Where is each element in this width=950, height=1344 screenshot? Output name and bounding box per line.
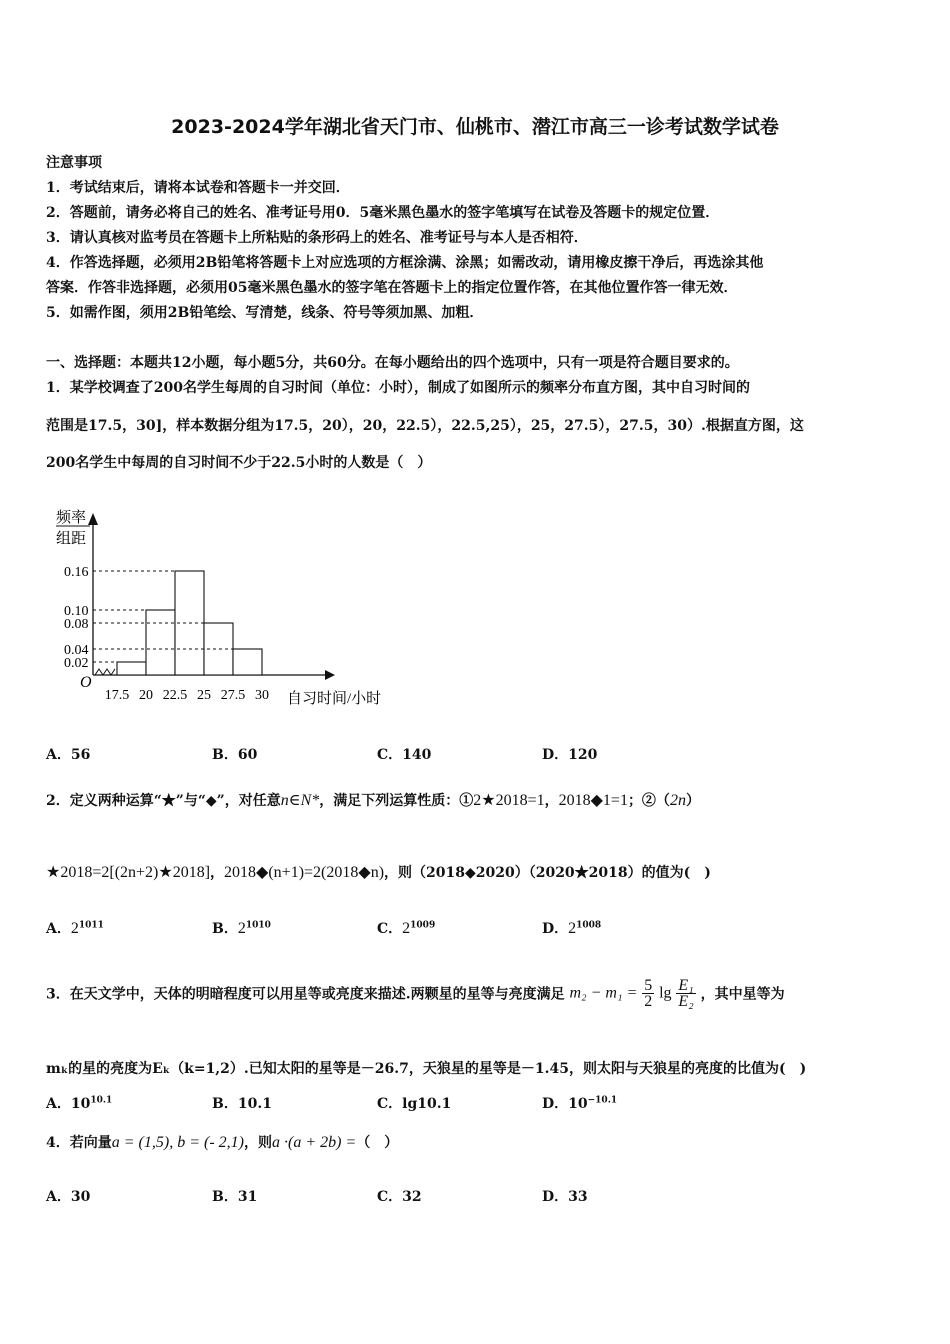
q4-line <box>46 1132 398 1152</box>
notice-item: 3．请认真核对监考员在答题卡上所粘贴的条形码上的姓名、准考证号与本人是否相符． <box>46 230 588 246</box>
notice-item: 1．考试结束后，请将本试卷和答题卡一并交回． <box>46 180 350 196</box>
q1-option-a[interactable]: A．56 <box>46 747 91 763</box>
q4-text: （ ） <box>356 1135 399 1151</box>
q1-line: 1．某学校调查了200名学生每周的自习时间（单位：小时），制成了如图所示的频率分布直方图，其中自习时间的 <box>46 380 750 396</box>
origin-label: O <box>80 674 92 691</box>
y-tick-label: 0.08 <box>64 617 89 632</box>
y-tick-label: 0.10 <box>64 604 89 619</box>
y-tick-label: 0.16 <box>64 565 89 580</box>
x-tick-label: 30 <box>255 688 269 703</box>
q2-option-c[interactable]: C．$2^{1009}$ <box>377 920 436 937</box>
q4-option-c[interactable]: C．32 <box>377 1189 422 1205</box>
x-axis-label: 自习时间/小时 <box>287 691 382 707</box>
q2-text: ，满足下列运算性质：① <box>319 793 474 809</box>
q2-option-b[interactable]: B．$2^{1010}$ <box>212 920 271 937</box>
q3-text: ，其中星等为 <box>700 986 785 1003</box>
q1-option-c[interactable]: C．140 <box>377 747 432 763</box>
x-tick-label: 25 <box>197 688 211 703</box>
q2-text: 2018◆2020）（2020★2018）的值为( ) <box>426 865 711 881</box>
q1-option-d[interactable]: D．120 <box>542 747 598 763</box>
q2-condition: n∈N* <box>280 792 320 809</box>
y-axis-arrow <box>88 513 98 525</box>
exam-title: 2023-2024学年湖北省天门市、仙桃市、潜江市高三一诊考试数学试卷 <box>171 116 779 138</box>
section-heading: 一、选择题：本题共12小题，每小题5分，共60分。在每小题给出的四个选项中，只有一项是符合题目要求的。 <box>46 355 739 371</box>
q2-formula: ★2018=2[(2n+2)★2018] <box>46 864 211 881</box>
x-tick-label: 22.5 <box>162 688 188 703</box>
notice-heading: 注意事项 <box>46 155 102 171</box>
q2-formula: 2★2018=1 <box>473 792 545 809</box>
q2-text: ；②（ <box>627 793 670 809</box>
q2-text: ） <box>685 793 700 809</box>
q3-line-1: 3．在天文学中，天体的明暗程度可以用星等或亮度来描述.两颗星的星等与亮度满足 m₂ − m₁ = $\frac{5}{2}$ lg $\frac{\text{E₁}}{\text{E₂}}$ ，其中星等为 <box>46 977 785 1010</box>
q1-line: 200名学生中每周的自习时间不少于22.5小时的人数是（ ） <box>46 455 432 471</box>
y-axis-label-top: 频率 <box>56 510 87 526</box>
q4-option-a[interactable]: A．30 <box>46 1189 91 1205</box>
q2-line-2: ★2018=2[(2n+2)★2018]，2018◆(n+1)=2(2018◆n)，则（2018◆2020）（2020★2018）的值为( ) <box>46 864 711 881</box>
x-tick-label: 17.5 <box>104 688 130 703</box>
q4-text: 4．若向量 <box>46 1135 112 1151</box>
q3-text: 3．在天文学中，天体的明暗程度可以用星等或亮度来描述.两颗星的星等与亮度满足 <box>46 986 565 1003</box>
q3-option-a[interactable]: A．$10^{10.1}$ <box>46 1095 113 1112</box>
q4-text: ，则 <box>243 1135 272 1151</box>
y-tick-label: 0.02 <box>64 656 89 671</box>
histogram-bar <box>233 649 262 675</box>
q3-option-d[interactable]: D．$10^{-10.1}$ <box>542 1095 618 1112</box>
histogram-bar <box>117 662 146 675</box>
notice-item: 答案．作答非选择题，必须用05毫米黑色墨水的签字笔在答题卡上的指定位置作答，在其他位置作答一律无效． <box>46 280 738 296</box>
q2-formula: 2018◆(n+1)=2(2018◆n) <box>224 864 385 881</box>
x-tick-label: 27.5 <box>220 688 246 703</box>
notice-item: 2．答题前，请务必将自己的姓名、准考证号用0．5毫米黑色墨水的签字笔填写在试卷及答题卡的规定位置． <box>46 205 720 221</box>
q4-option-b[interactable]: B．31 <box>212 1189 258 1205</box>
q2-option-d[interactable]: D．$2^{1008}$ <box>542 920 602 937</box>
q2-formula: 2n <box>669 792 686 809</box>
notice-item: 4．作答选择题，必须用2B铅笔将答题卡上对应选项的方框涂满、涂黑；如需改动，请用橡皮擦干净后，再选涂其他 <box>46 255 764 271</box>
q3-fraction: $\frac{\text{E₁}}{\text{E₂}}$ <box>678 977 694 1010</box>
histogram-bar <box>146 610 175 675</box>
q1-option-b[interactable]: B．60 <box>212 747 258 763</box>
q3-formula: m₂ − m₁ = <box>569 984 638 1002</box>
q3-option-c[interactable]: C．lg10.1 <box>377 1096 452 1112</box>
q2-option-a[interactable]: A．$2^{1011}$ <box>46 920 104 937</box>
q4-formula: a ·(a + 2b) = <box>271 1134 357 1151</box>
q2-text: 2．定义两种运算“★”与“◆”，对任意 <box>46 793 281 809</box>
q3-line-2: mₖ的星的亮度为Eₖ（k=1,2）.已知太阳的星等是－26.7，天狼星的星等是－1.45，则太阳与天狼星的亮度的比值为( ) <box>46 1061 807 1077</box>
q2-text: ，则（ <box>384 865 427 881</box>
q2-line-1: 2．定义两种运算“★”与“◆”，对任意n∈N*，满足下列运算性质：①2★2018=1，2018◆1=1；②（2n） <box>46 792 700 809</box>
q3-fraction: $\frac{5}{2}$ <box>644 977 653 1010</box>
histogram-chart <box>50 505 410 710</box>
y-tick-label: 0.04 <box>64 643 89 658</box>
q4-option-d[interactable]: D．33 <box>542 1189 588 1205</box>
q4-formula: a = (1,5), b = (- 2,1) <box>111 1134 244 1151</box>
axis-break-zigzag <box>95 669 115 675</box>
y-axis-label-bottom: 组距 <box>56 531 87 547</box>
q3-option-b[interactable]: B．10.1 <box>212 1096 272 1112</box>
notice-item: 5．如需作图，须用2B铅笔绘、写清楚，线条、符号等须加黑、加粗． <box>46 305 484 321</box>
x-tick-label: 20 <box>139 688 153 703</box>
x-axis-arrow <box>325 670 335 680</box>
q2-formula: 2018◆1=1 <box>558 792 628 809</box>
q1-line: 范围是17.5，30]，样本数据分组为17.5，20），20，22.5），22.5,25），25，27.5），27.5，30）.根据直方图，这 <box>46 418 804 434</box>
